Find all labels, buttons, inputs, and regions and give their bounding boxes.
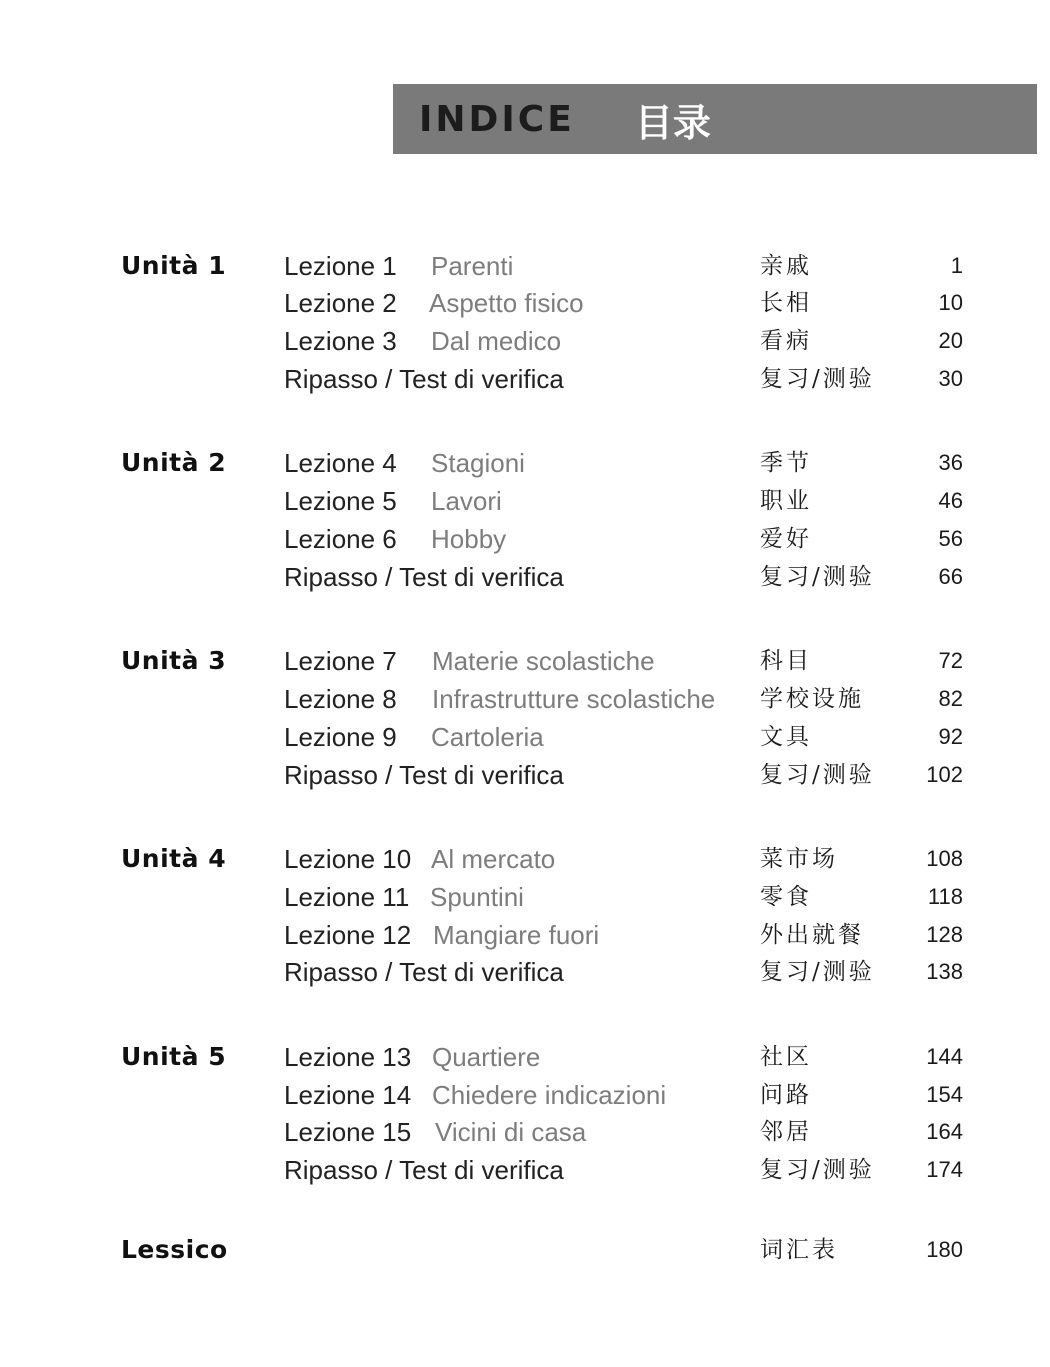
toc-row[interactable]: [0, 680, 1050, 718]
review-test-label: Ripasso / Test di verifica: [284, 562, 564, 592]
review-test-label: Ripasso / Test di verifica: [284, 364, 564, 394]
page-number: 36: [938, 450, 963, 475]
lesson-title: Materie scolastiche: [432, 646, 655, 676]
lesson-title: Aspetto fisico: [429, 288, 584, 318]
lesson-number: Lezione 4: [284, 448, 397, 478]
unit-label: Unità 1: [121, 251, 227, 280]
page-number: 144: [926, 1044, 963, 1069]
toc-row[interactable]: [0, 558, 1050, 596]
lesson-number: Lezione 5: [284, 486, 397, 516]
index-header-bar: [393, 84, 1037, 154]
toc-row[interactable]: [0, 718, 1050, 756]
toc-row[interactable]: [0, 520, 1050, 558]
lesson-title-chinese: 邻居: [760, 1119, 812, 1145]
page-number: 108: [926, 846, 963, 871]
page-number: 46: [938, 488, 963, 513]
unit-label: Unità 5: [121, 1042, 227, 1071]
page-number: 66: [938, 564, 963, 589]
toc-row[interactable]: [0, 1076, 1050, 1114]
lesson-title-chinese: 复习/测验: [760, 564, 875, 590]
toc-row[interactable]: [0, 360, 1050, 398]
lesson-title: Quartiere: [432, 1042, 541, 1072]
lesson-title-chinese: 社区: [760, 1044, 812, 1070]
lesson-title: Parenti: [431, 251, 514, 281]
lesson-title-chinese: 看病: [760, 328, 812, 354]
page-number: 164: [926, 1119, 963, 1144]
unit-label: Unità 4: [121, 844, 227, 873]
page-number: 174: [926, 1157, 963, 1182]
page-number: 1: [950, 253, 963, 278]
lesson-title-chinese: 学校设施: [760, 686, 864, 712]
toc-row[interactable]: [0, 878, 1050, 916]
lesson-title-chinese: 亲戚: [760, 253, 812, 279]
toc-row[interactable]: [0, 444, 1050, 482]
lesson-title-chinese: 复习/测验: [760, 959, 875, 985]
lesson-number: Lezione 8: [284, 684, 397, 714]
lesson-number: Lezione 14: [284, 1080, 412, 1110]
page-number: 138: [926, 959, 963, 984]
page-number: 118: [927, 884, 963, 909]
toc-row[interactable]: [0, 284, 1050, 322]
page-number: 20: [938, 328, 963, 353]
page-number: 180: [926, 1237, 963, 1262]
page-number: 82: [938, 686, 963, 711]
lesson-title: Stagioni: [431, 448, 525, 478]
toc-row[interactable]: [0, 1113, 1050, 1151]
toc-row[interactable]: [0, 916, 1050, 954]
review-test-label: Ripasso / Test di verifica: [284, 957, 564, 987]
toc-row[interactable]: [0, 756, 1050, 794]
toc-row[interactable]: [0, 953, 1050, 991]
unit-label: Unità 3: [121, 646, 227, 675]
lesson-number: Lezione 2: [284, 288, 397, 318]
review-test-label: Ripasso / Test di verifica: [284, 1155, 564, 1185]
page-number: 72: [938, 648, 963, 673]
lesson-title-chinese: 季节: [760, 450, 812, 476]
lesson-title: Al mercato: [431, 844, 556, 874]
lessico-title-chinese: 词汇表: [760, 1237, 838, 1263]
review-test-label: Ripasso / Test di verifica: [284, 760, 564, 790]
lesson-number: Lezione 9: [284, 722, 397, 752]
toc-row[interactable]: [0, 247, 1050, 285]
lesson-title-chinese: 科目: [760, 648, 812, 674]
page-number: 30: [938, 366, 963, 391]
page-number: 92: [938, 724, 963, 749]
lesson-title-chinese: 爱好: [760, 526, 812, 552]
lesson-title-chinese: 文具: [760, 724, 812, 750]
toc-row[interactable]: [0, 482, 1050, 520]
page-number: 128: [926, 922, 963, 947]
lesson-number: Lezione 12: [284, 920, 412, 950]
lesson-title: Cartoleria: [431, 722, 544, 752]
lesson-number: Lezione 7: [284, 646, 397, 676]
toc-row[interactable]: [0, 1151, 1050, 1189]
lesson-title-chinese: 职业: [760, 488, 812, 514]
lesson-title-chinese: 复习/测验: [760, 1157, 875, 1183]
lesson-title: Hobby: [431, 524, 507, 554]
page-number: 10: [938, 290, 963, 315]
lesson-number: Lezione 11: [284, 882, 410, 912]
lesson-title-chinese: 外出就餐: [760, 922, 864, 948]
lessico-label: Lessico: [121, 1235, 228, 1264]
index-title-chinese: 目录: [634, 100, 711, 145]
lesson-title: Spuntini: [430, 882, 524, 912]
page-number: 56: [938, 526, 963, 551]
toc-row[interactable]: [0, 322, 1050, 360]
index-title: INDICE: [419, 98, 575, 140]
lesson-title: Lavori: [431, 486, 502, 516]
page-number: 154: [926, 1082, 963, 1107]
lesson-number: Lezione 6: [284, 524, 397, 554]
toc-row[interactable]: [0, 840, 1050, 878]
lesson-title: Chiedere indicazioni: [432, 1080, 667, 1110]
toc-row[interactable]: [0, 1038, 1050, 1076]
lesson-number: Lezione 1: [284, 251, 397, 281]
lesson-title-chinese: 复习/测验: [760, 762, 875, 788]
lesson-title: Mangiare fuori: [433, 920, 600, 950]
lesson-title-chinese: 长相: [760, 290, 812, 316]
lesson-title-chinese: 零食: [760, 884, 812, 910]
lesson-number: Lezione 3: [284, 326, 397, 356]
lesson-title-chinese: 复习/测验: [760, 366, 875, 392]
lesson-number: Lezione 15: [284, 1117, 412, 1147]
lesson-title: Vicini di casa: [435, 1117, 587, 1147]
lesson-title-chinese: 菜市场: [760, 846, 838, 872]
unit-label: Unità 2: [121, 448, 227, 477]
lesson-number: Lezione 10: [284, 844, 412, 874]
lesson-title: Infrastrutture scolastiche: [432, 684, 716, 714]
toc-row[interactable]: [0, 642, 1050, 680]
lesson-title: Dal medico: [431, 326, 562, 356]
lesson-number: Lezione 13: [284, 1042, 412, 1072]
page-number: 102: [926, 762, 963, 787]
toc-row[interactable]: [0, 1231, 1050, 1269]
lesson-title-chinese: 问路: [760, 1082, 812, 1108]
